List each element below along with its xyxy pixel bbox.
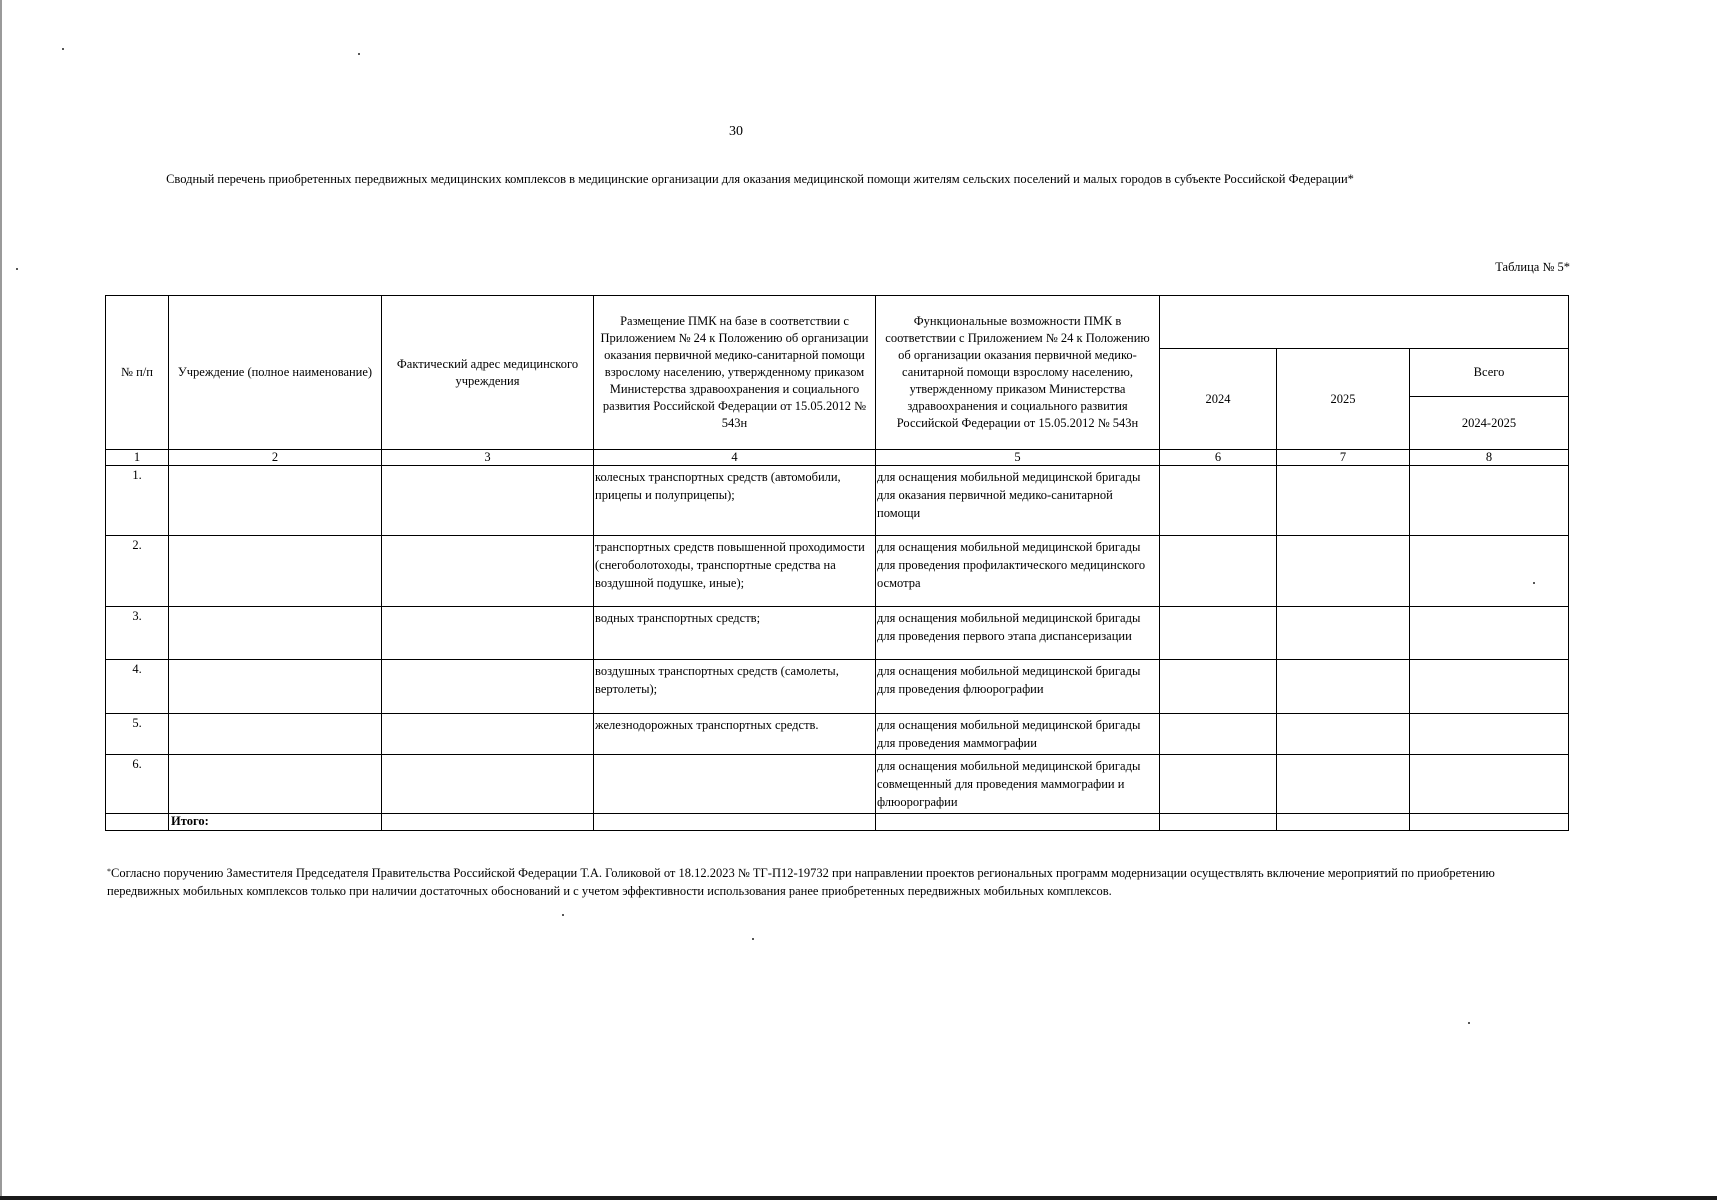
- address-cell: [382, 536, 594, 607]
- document-title: Сводный перечень приобретенных передвижных медицинских комплексов в медицинские организации для оказания медицинской помощи жителям сельских поселений и малых городов в субъекте Российской Федерации*: [166, 172, 1354, 186]
- scan-left-edge: [0, 0, 2, 1200]
- total-row: [106, 814, 1569, 831]
- value-total-cell: [1410, 755, 1569, 814]
- value-2024-cell: [1160, 714, 1277, 755]
- value-2025-cell: [1277, 814, 1410, 831]
- placement-cell: [594, 814, 876, 831]
- value-total-cell: [1410, 714, 1569, 755]
- value-2025-cell: [1277, 755, 1410, 814]
- table-row: [106, 660, 1569, 714]
- address-cell: [382, 714, 594, 755]
- address-cell: [382, 814, 594, 831]
- total-num-cell: [106, 814, 169, 831]
- scan-bottom-edge: [0, 1196, 1717, 1200]
- table-row: [106, 466, 1569, 536]
- scan-speck: [562, 914, 564, 916]
- value-2025-cell: [1277, 714, 1410, 755]
- placement-cell: железнодорожных транспортных средств.: [594, 714, 876, 755]
- table-row: [106, 755, 1569, 814]
- header-placement: Размещение ПМК на базе в соответствии с Приложением № 24 к Положению об организации оказания первичной медико-санитарной помощи взрослому населению, утвержденному приказом Министерства здравоохранения и социального развития Российской Федерации от 15.05.2012 № 543н: [594, 296, 876, 450]
- institution-cell: [169, 714, 382, 755]
- institution-cell: [169, 536, 382, 607]
- placement-cell: воздушных транспортных средств (самолеты, вертолеты);: [594, 660, 876, 714]
- functions-cell: для оснащения мобильной медицинской бригады для проведения первого этапа диспансеризации: [876, 607, 1160, 660]
- footnote-text: Согласно поручению Заместителя Председателя Правительства Российской Федерации Т.А. Голиковой от 18.12.2023 № ТГ-П12-19732 при направлении проектов региональных программ модернизации осуществлять включение мероприятий по приобретению передвижных мобильных комплексов только при наличии достаточных обоснований и с учетом эффективности использования ранее приобретенных передвижных мобильных комплексов.: [107, 866, 1495, 898]
- row-number: 1.: [106, 466, 169, 536]
- column-number: 1: [106, 450, 169, 466]
- table-row: [106, 714, 1569, 755]
- address-cell: [382, 755, 594, 814]
- table-row: [106, 536, 1569, 607]
- functions-cell: для оснащения мобильной медицинской бригады для проведения маммографии: [876, 714, 1160, 755]
- column-numbers-row: [106, 450, 1569, 466]
- value-2024-cell: [1160, 607, 1277, 660]
- value-2024-cell: [1160, 755, 1277, 814]
- institution-cell: [169, 607, 382, 660]
- column-number: 8: [1410, 450, 1569, 466]
- institution-cell: [169, 466, 382, 536]
- header-functions: Функциональные возможности ПМК в соответствии с Приложением № 24 к Положению об организации оказания первичной медико-санитарной помощи взрослому населению, утвержденному приказом Министерства здравоохранения и социального развития Российской Федерации от 15.05.2012 № 543н: [876, 296, 1160, 450]
- header-years-group: [1160, 296, 1569, 349]
- scan-speck: [62, 48, 64, 50]
- header-total: Всего: [1410, 349, 1569, 397]
- column-number: 2: [169, 450, 382, 466]
- placement-cell: колесных транспортных средств (автомобили, прицепы и полуприцепы);: [594, 466, 876, 536]
- address-cell: [382, 466, 594, 536]
- placement-cell: транспортных средств повышенной проходимости (снегоболотоходы, транспортные средства на воздушной подушке, иные);: [594, 536, 876, 607]
- footnote: [107, 864, 1527, 900]
- functions-cell: [876, 814, 1160, 831]
- row-number: 3.: [106, 607, 169, 660]
- value-2024-cell: [1160, 814, 1277, 831]
- placement-cell: [594, 755, 876, 814]
- column-number: 4: [594, 450, 876, 466]
- value-2025-cell: [1277, 660, 1410, 714]
- row-number: 5.: [106, 714, 169, 755]
- page-number: 30: [729, 124, 743, 139]
- scan-speck: [1468, 1022, 1470, 1024]
- value-2024-cell: [1160, 466, 1277, 536]
- value-2024-cell: [1160, 660, 1277, 714]
- table-row: [106, 607, 1569, 660]
- header-num: № п/п: [106, 296, 169, 450]
- address-cell: [382, 607, 594, 660]
- value-2025-cell: [1277, 536, 1410, 607]
- table-label: Таблица № 5*: [1495, 260, 1570, 274]
- value-total-cell: [1410, 466, 1569, 536]
- value-2024-cell: [1160, 536, 1277, 607]
- value-total-cell: [1410, 660, 1569, 714]
- column-number: 5: [876, 450, 1160, 466]
- column-number: 3: [382, 450, 594, 466]
- functions-cell: для оснащения мобильной медицинской бригады для проведения флюорографии: [876, 660, 1160, 714]
- footnote-marker: *: [107, 867, 111, 876]
- column-number: 7: [1277, 450, 1410, 466]
- institution-cell: [169, 660, 382, 714]
- scan-speck: [358, 53, 360, 55]
- header-total-period: 2024-2025: [1410, 397, 1569, 450]
- scan-speck: [752, 938, 754, 940]
- address-cell: [382, 660, 594, 714]
- summary-table: [105, 295, 1569, 831]
- header-institution: Учреждение (полное наименование): [169, 296, 382, 450]
- column-number: 6: [1160, 450, 1277, 466]
- scan-speck: [16, 268, 18, 270]
- row-number: 4.: [106, 660, 169, 714]
- value-total-cell: [1410, 607, 1569, 660]
- functions-cell: для оснащения мобильной медицинской бригады совмещенный для проведения маммографии и флюорографии: [876, 755, 1160, 814]
- row-number: 6.: [106, 755, 169, 814]
- total-label: Итого:: [169, 814, 382, 831]
- header-2024: 2024: [1160, 349, 1277, 450]
- institution-cell: [169, 755, 382, 814]
- functions-cell: для оснащения мобильной медицинской бригады для оказания первичной медико-санитарной помощи: [876, 466, 1160, 536]
- header-address: Фактический адрес медицинского учреждения: [382, 296, 594, 450]
- functions-cell: для оснащения мобильной медицинской бригады для проведения профилактического медицинского осмотра: [876, 536, 1160, 607]
- value-total-cell: [1410, 536, 1569, 607]
- placement-cell: водных транспортных средств;: [594, 607, 876, 660]
- header-2025: 2025: [1277, 349, 1410, 450]
- value-2025-cell: [1277, 607, 1410, 660]
- row-number: 2.: [106, 536, 169, 607]
- value-2025-cell: [1277, 466, 1410, 536]
- value-total-cell: [1410, 814, 1569, 831]
